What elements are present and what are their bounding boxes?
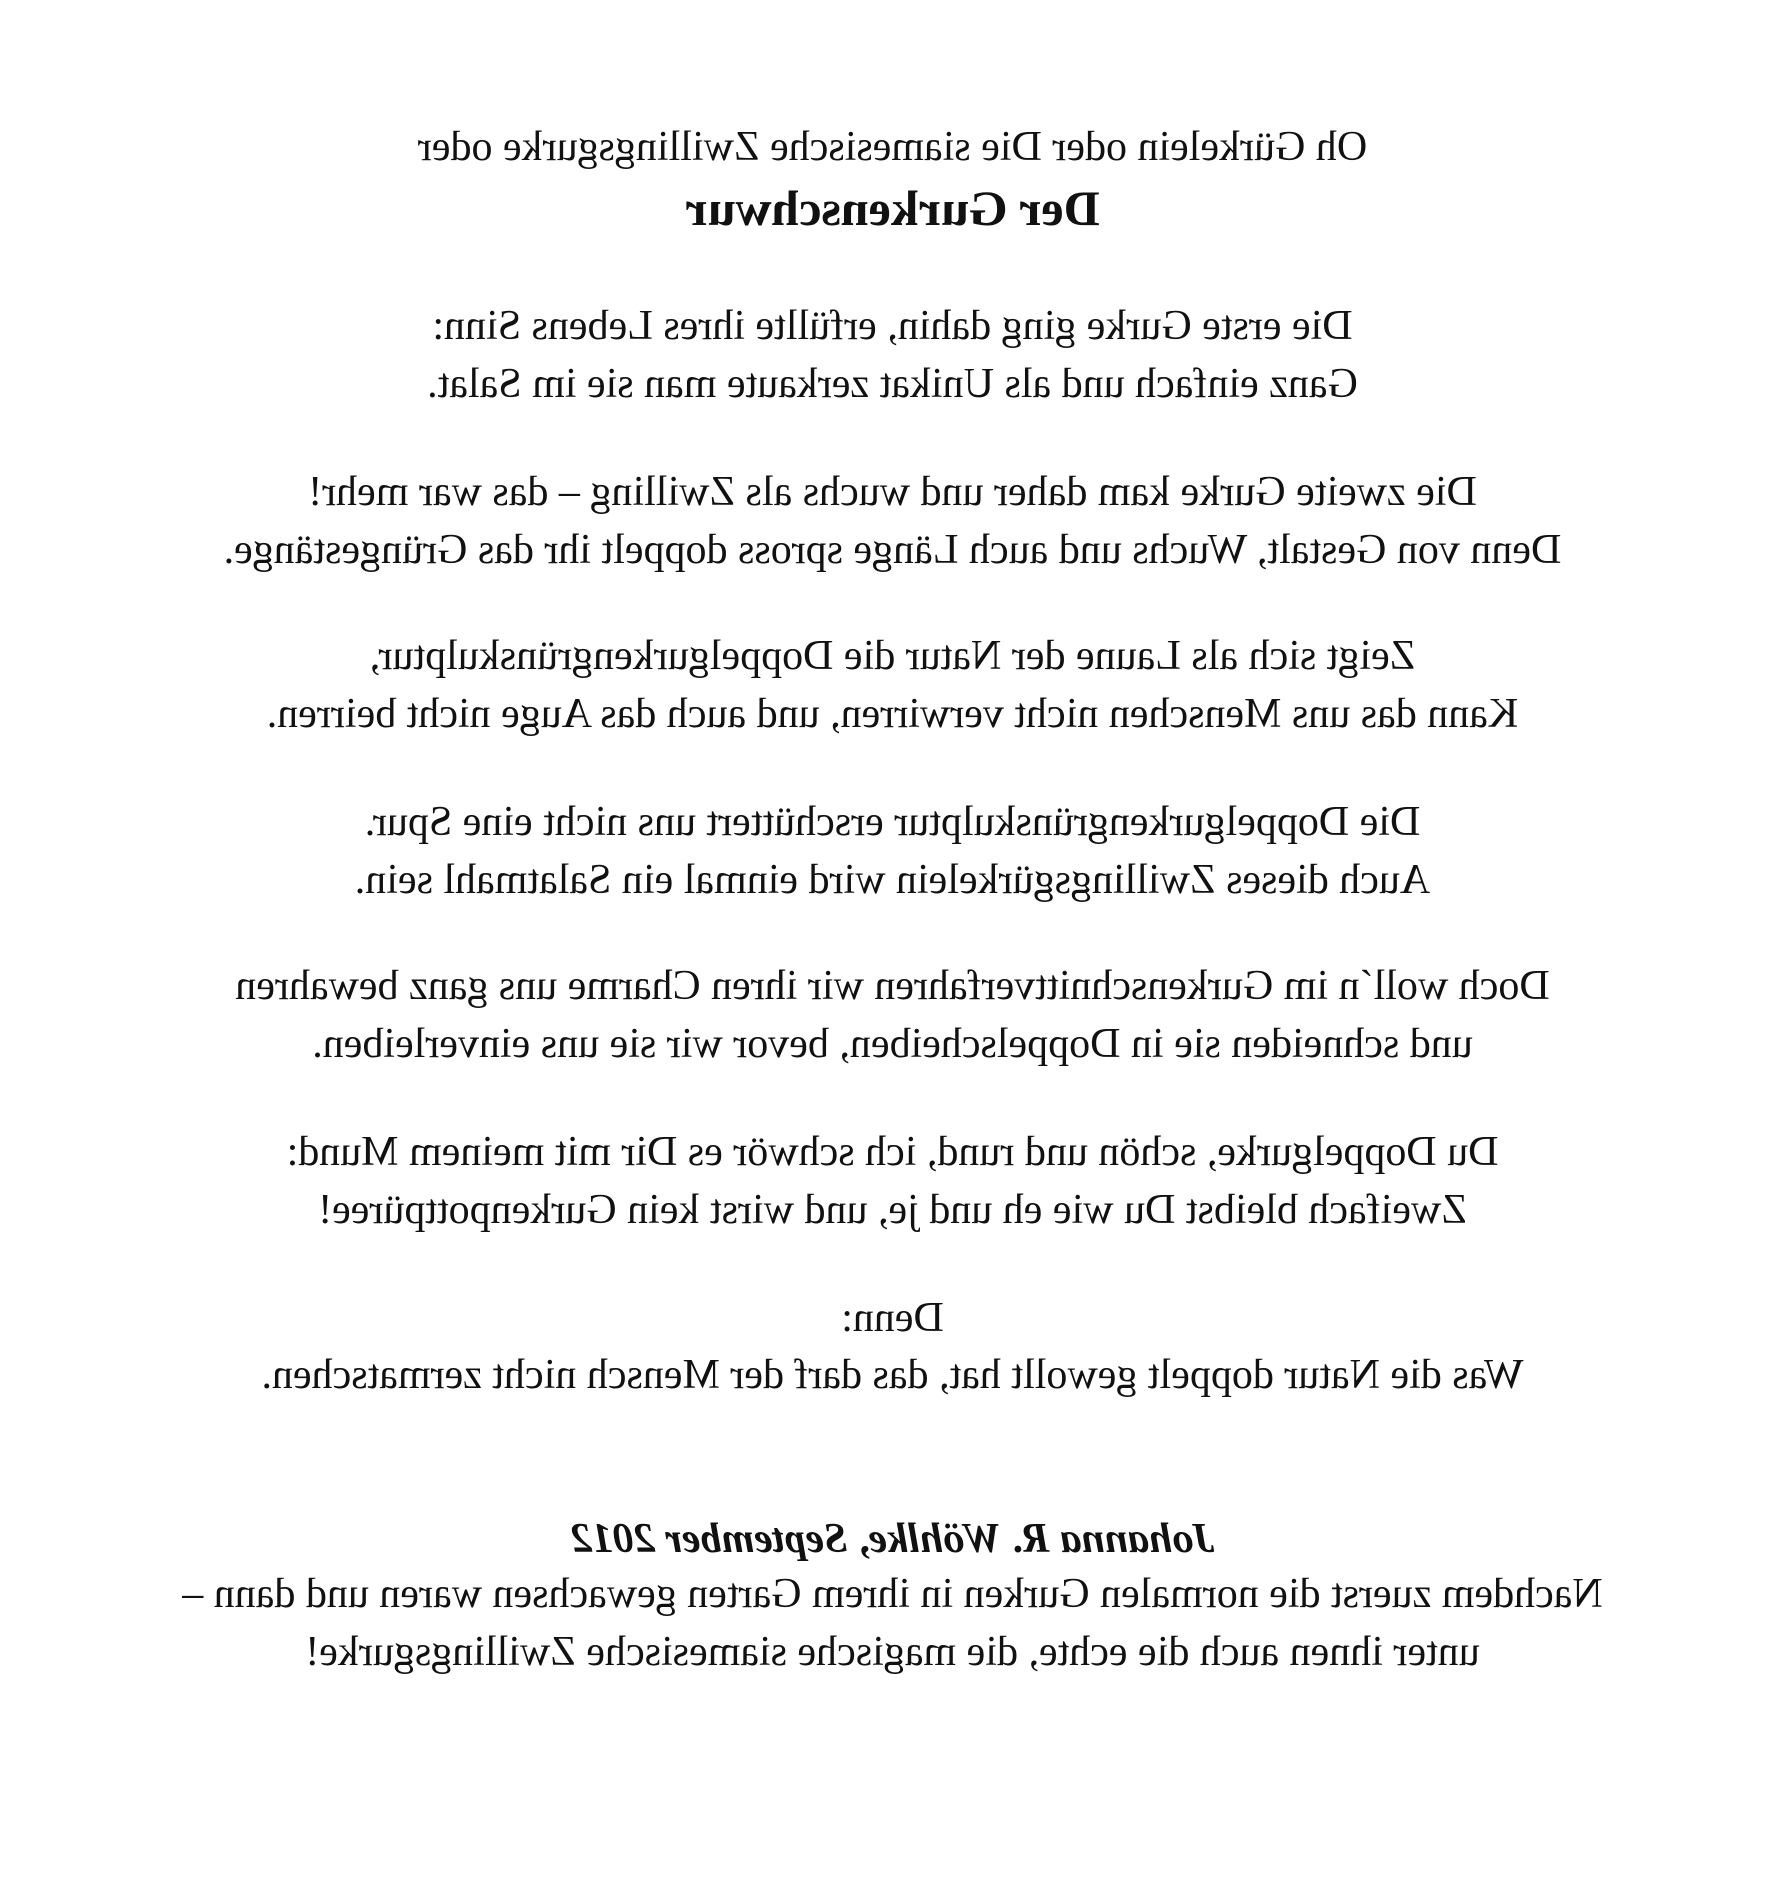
footnote-line-2: unter ihnen auch die echte, die magische siamesische Zwillingsgurke! (305, 1629, 1480, 1675)
author-signature: Johanna R. Wöhlke, September 2012 (570, 1516, 1215, 1562)
stanza-7-line-1: Denn: (841, 1295, 944, 1341)
footnote-line-1: Nachdem zuerst die normalen Gurken in ihrem Garten gewachsen waren und dann – (182, 1571, 1603, 1617)
stanza-4-line-1: Die Doppelgurkengrünskulptur erschüttert uns nicht eine Spur. (364, 799, 1421, 845)
stanza-2-line-2: Denn von Gestalt, Wuchs und auch Länge spross doppelt ihr das Grüngestänge. (223, 527, 1562, 573)
stanza-3-line-1: Zeigt sich als Laune der Natur die Doppelgurkengrünskulptur, (369, 633, 1416, 679)
stanza-5-line-1: Doch woll´n im Gurkenschnittverfahren wir ihren Charme uns ganz bewahren (235, 963, 1550, 1009)
poem-title: Der Gurkenschwur (685, 180, 1100, 236)
stanza-6-line-2: Zweifach bleibst Du wie eh und je, und wirst kein Gurkenpottpüree! (318, 1187, 1467, 1233)
stanza-1-line-2: Ganz einfach und als Unikat zerkaute man sie im Salat. (427, 361, 1358, 407)
stanza-3-line-2: Kann das uns Menschen nicht verwirren, und auch das Auge nicht beirren. (266, 691, 1519, 737)
poem-subtitle: Oh Gürkelein oder Die siamesische Zwillingsgurke oder (417, 124, 1368, 170)
stanza-4-line-2: Auch dieses Zwillingsgürkelein wird einmal ein Salatmahl sein. (354, 857, 1431, 903)
stanza-7-line-2: Was die Natur doppelt gewollt hat, das darf der Mensch nicht zermatschen. (261, 1352, 1524, 1398)
stanza-1-line-1: Die erste Gurke ging dahin, erfüllte ihres Lebens Sinn: (432, 303, 1353, 349)
stanza-2-line-1: Die zweite Gurke kam daher und wuchs als Zwilling – das war mehr! (308, 469, 1477, 515)
stanza-6-line-1: Du Doppelgurke, schön und rund, ich schwör es Dir mit meinem Mund: (286, 1129, 1499, 1175)
stanza-5-line-2: und schneiden sie in Doppelscheiben, bevor wir sie uns einverleiben. (312, 1021, 1473, 1067)
